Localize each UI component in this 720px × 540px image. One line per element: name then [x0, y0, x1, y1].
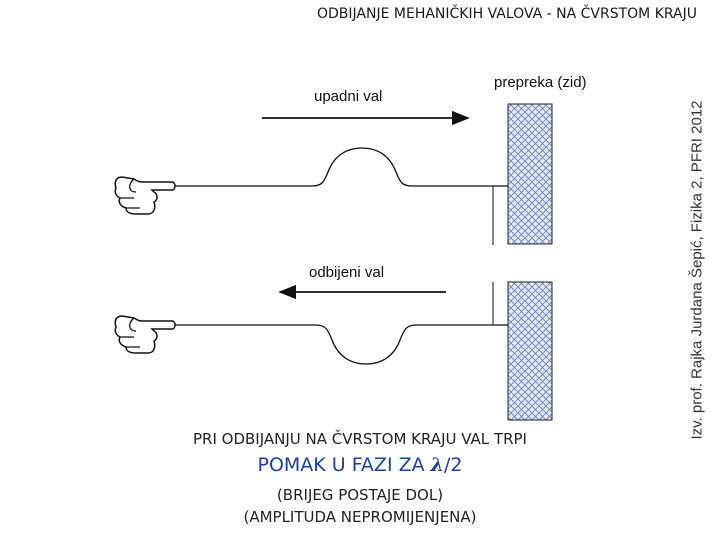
lambda-symbol: λ — [430, 454, 444, 476]
side-credit-text: Izv. prof. Rajka Jurdana Šepić, Fizika 2, PFRI 2012 — [688, 100, 706, 440]
conclusion-line-3: (BRIJEG POSTAJE DOL) — [276, 486, 444, 504]
pointing-hand-icon — [115, 316, 175, 353]
obstacle-wall-top — [508, 104, 552, 244]
obstacle-wall-bottom — [508, 282, 552, 420]
half-fraction: /2 — [443, 454, 463, 476]
conclusion-line-1: PRI ODBIJANJU NA ČVRSTOM KRAJU VAL TRPI — [193, 430, 527, 448]
pointing-hand-icon — [115, 177, 175, 214]
phase-shift-text: POMAK U FAZI ZA — [257, 454, 431, 476]
reflected-wave-label: odbijeni val — [309, 264, 385, 281]
conclusion-line-4: (AMPLITUDA NEPROMIJENJENA) — [243, 508, 477, 526]
obstacle-label: prepreka (zid) — [494, 74, 587, 91]
incident-pulse-crest — [172, 148, 508, 186]
reflected-pulse-trough — [172, 325, 508, 364]
page-title: ODBIJANJE MEHANIČKIH VALOVA - NA ČVRSTOM KRAJU — [317, 6, 697, 22]
conclusion-line-2 — [0, 454, 720, 476]
incident-wave-label: upadni val — [314, 88, 383, 105]
